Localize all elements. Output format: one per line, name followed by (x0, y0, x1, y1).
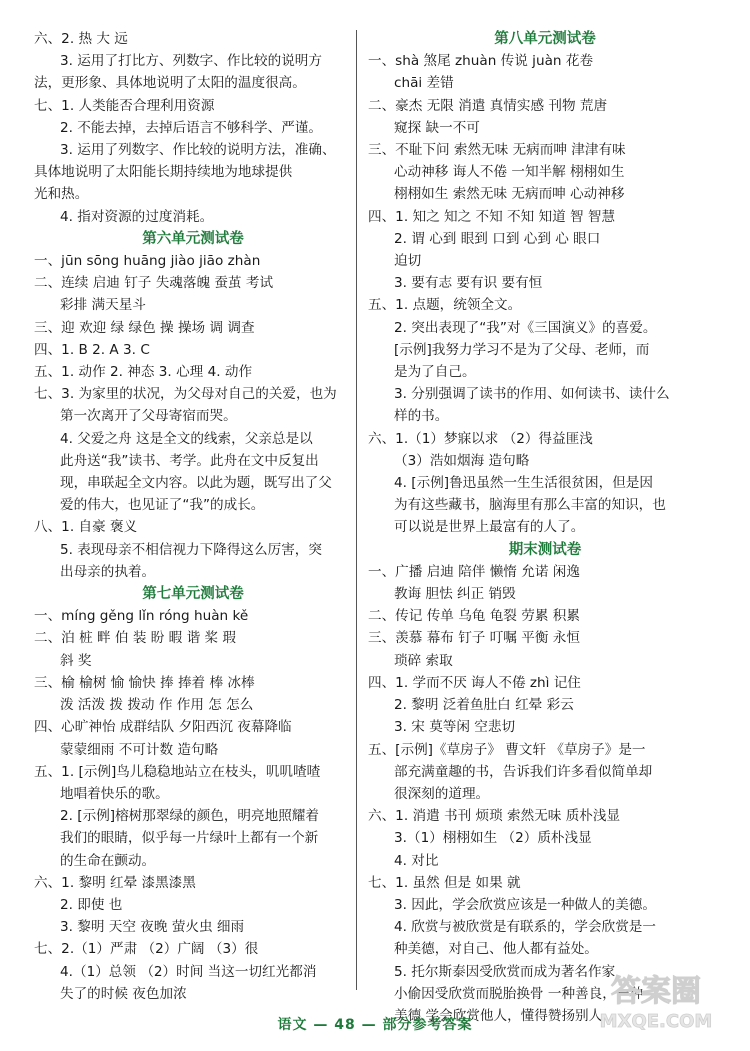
answer-line: 教诲 胆怯 纠正 销毁 (394, 586, 516, 603)
answer-line: 很深刻的道理。 (394, 785, 490, 802)
answer-line: 二、豪杰 无限 消遣 真情实感 刊物 荒唐 (368, 97, 608, 114)
answer-line: 光和热。 (34, 186, 89, 203)
watermark-line2: MXQE.COM (599, 1011, 713, 1032)
answer-line: 4. 父爱之舟 这是全文的线索，父亲总是以 (60, 430, 313, 447)
answer-line: 三、不耻下问 索然无味 无病而呻 津津有味 (368, 142, 626, 159)
answer-line: 二、传记 传单 乌龟 龟裂 劳累 积累 (368, 608, 580, 625)
answer-line: 样的书。 (394, 408, 449, 425)
section-title: 第六单元测试卷 (142, 230, 244, 247)
answer-line: 4. 指对资源的过度消耗。 (60, 208, 214, 225)
answer-line: 第一次离开了父母寄宿而哭。 (60, 408, 237, 425)
answer-line: 具体地说明了太阳能长期持续地为地球提供 (34, 164, 293, 181)
answer-line: 的生命在颤动。 (60, 852, 156, 869)
answer-line: 可以说是世界上最富有的人了。 (394, 519, 585, 536)
answer-line: 2. 谓 心到 眼到 口到 心到 心 眼口 (394, 230, 601, 247)
answer-line: 栩栩如生 索然无味 无病而呻 心动神移 (394, 186, 625, 203)
answer-line: 一、shà 煞尾 zhuàn 传说 juàn 花卷 (368, 53, 594, 70)
answer-line: 3. 分别强调了读书的作用、如何读书、读什么 (394, 386, 670, 403)
answer-line: 失了的时候 夜色加浓 (60, 985, 187, 1002)
answer-line: 我们的眼睛，似乎每一片绿叶上都有一个新 (60, 830, 319, 847)
answer-line: 四、心旷神怡 成群结队 夕阳西沉 夜幕降临 (34, 719, 292, 736)
answer-line: 彩排 满天星斗 (60, 297, 146, 314)
answer-line: 蒙蒙细雨 不可计数 造句略 (60, 741, 219, 758)
answer-line: 法，更形象、具体地说明了太阳的温度很高。 (34, 75, 306, 92)
column-divider (356, 30, 357, 990)
answer-line: 3. 因此，学会欣赏应该是一种做人的美德。 (394, 896, 656, 913)
answer-line: 是为了自己。 (394, 364, 476, 381)
answer-line: 部充满童趣的书，告诉我们许多看似简单却 (394, 763, 653, 780)
answer-line: 三、榆 榆树 愉 愉快 捧 捧着 棒 冰棒 (34, 674, 255, 691)
answer-line: 七、3. 为家里的状况，为父母对自己的关爱，也为 (34, 386, 337, 403)
answer-line: 3. 宋 莫等闲 空悲切 (394, 719, 516, 736)
answer-line: 五、1. 动作 2. 神态 3. 心理 4. 动作 (34, 364, 253, 381)
answer-line: [示例]我努力学习不是为了父母、老师，而 (394, 341, 650, 358)
answer-line: 六、1. 消遣 书刊 烦琐 索然无味 质朴浅显 (368, 808, 621, 825)
answer-line: 5. 托尔斯泰因受欣赏而成为著名作家 (394, 963, 616, 980)
answer-line: 五、1. [示例]鸟儿稳稳地站立在枝头，叽叽喳喳 (34, 763, 321, 780)
answer-line: 斜 奖 (60, 652, 92, 669)
right-column (368, 28, 722, 1027)
answer-line: 出母亲的执着。 (60, 563, 156, 580)
page-footer: 语文 — 48 — 部分参考答案 (277, 1017, 473, 1033)
answer-line: 八、1. 自豪 褒义 (34, 519, 138, 536)
answer-line: 3. 要有志 要有识 要有恒 (394, 275, 543, 292)
answer-line: 4. [示例]鲁迅虽然一生生活很贫困，但是因 (394, 475, 653, 492)
answer-line: 七、1. 人类能否合理利用资源 (34, 97, 215, 114)
answer-line: 3.（1）栩栩如生 （2）质朴浅显 (394, 830, 592, 847)
answer-line: 5. 表现母亲不相信视力下降得这么厉害，突 (60, 541, 322, 558)
answer-line: 现，串联起全文内容。以此为题，既写出了父 (60, 475, 332, 492)
answer-line: 四、1. 知之 知之 不知 不知 知道 智 智慧 (368, 208, 616, 225)
section-title: 期末测试卷 (508, 541, 582, 558)
answer-line: （3）浩如烟海 造句略 (394, 452, 530, 469)
answer-line: 2. 突出表现了“我”对《三国演义》的喜爱。 (394, 319, 657, 336)
answer-line: 4. 欣赏与被欣赏是有联系的，学会欣赏是一 (394, 919, 656, 936)
answer-line: 七、2.（1）严肃 （2）广阔 （3）很 (34, 941, 259, 958)
answer-line: 小偷因受欣赏而脱胎换骨 一种善良，一种 (394, 985, 644, 1002)
answer-line: 一、jūn sōng huāng jiào jiāo zhàn (34, 253, 261, 270)
answer-line: 三、羡慕 幕布 钉子 叮嘱 平衡 永恒 (368, 630, 580, 647)
answer-line: 三、迎 欢迎 绿 绿色 操 操场 调 调查 (34, 319, 255, 336)
answer-line: 窥探 缺一不可 (394, 119, 480, 136)
answer-line: 六、1. 黎明 红晕 漆黑漆黑 (34, 874, 196, 891)
answer-line: 3. 黎明 天空 夜晚 萤火虫 细雨 (60, 919, 245, 936)
answer-line: 3. 运用了打比方、列数字、作比较的说明方 (60, 53, 322, 70)
answer-line: 种美德，对自己、他人都有益处。 (394, 941, 598, 958)
answer-line: 五、1. 点题，统领全文。 (368, 297, 522, 314)
answer-line: 地唱着快乐的歌。 (60, 785, 169, 802)
answer-line: 2. 黎明 泛着鱼肚白 红晕 彩云 (394, 697, 574, 714)
answer-line: 琐碎 索取 (394, 652, 453, 669)
answer-line: 七、1. 虽然 但是 如果 就 (368, 874, 521, 891)
section-title: 第七单元测试卷 (142, 586, 244, 603)
answer-line: 爱的伟大，也见证了“我”的成长。 (60, 497, 265, 514)
answer-line: 3. 运用了列数字、作比较的说明方法，准确、 (60, 142, 336, 159)
answer-line: 四、1. 学而不厌 诲人不倦 zhì 记住 (368, 674, 581, 691)
answer-line: 一、广播 启迪 陪伴 懒惰 允诺 闲逸 (368, 563, 580, 580)
answer-line: 2. 不能去掉，去掉后语言不够科学、严谨。 (60, 119, 322, 136)
left-column (34, 28, 352, 1005)
answer-line: 4. 对比 (394, 852, 439, 869)
section-title: 第八单元测试卷 (494, 31, 596, 47)
answer-line: 心动神移 诲人不倦 一知半解 栩栩如生 (394, 164, 625, 181)
answer-line: 迫切 (394, 253, 422, 270)
answer-line: 六、1.（1）梦寐以求 （2）得益匪浅 (368, 430, 593, 447)
answer-line: 泼 活泼 拨 拨动 作 作用 怎 怎么 (60, 697, 254, 714)
answer-line: 五、[示例]《草房子》 曹文轩 《草房子》是一 (368, 741, 646, 758)
watermark-line1: 答案圈 (611, 974, 701, 1009)
answer-line: 为有这些藏书，脑海里有那么丰富的知识，也 (394, 497, 666, 514)
answer-line: 2. 即使 也 (60, 896, 123, 913)
answer-line: 美德 学会欣赏他人，懂得赞扬别人 (394, 1007, 603, 1024)
answer-line: 2. [示例]榕树那翠绿的颜色，明亮地照耀着 (60, 808, 319, 825)
answer-line: chāi 差错 (394, 75, 454, 92)
answer-line: 六、2. 热 大 远 (34, 31, 128, 47)
answer-line: 此舟送“我”读书、考学。此舟在文中反复出 (60, 452, 319, 469)
answer-line: 二、泊 桩 畔 伯 装 盼 暇 谐 桨 瑕 (34, 630, 237, 647)
answer-line: 二、连续 启迪 钉子 失魂落魄 蚕茧 考试 (34, 275, 274, 292)
answer-line: 四、1. B 2. A 3. C (34, 341, 150, 358)
answer-line: 一、míng gěng lǐn róng huàn kě (34, 608, 249, 625)
answer-line: 4.（1）总领 （2）时间 当这一切红光都消 (60, 963, 317, 980)
